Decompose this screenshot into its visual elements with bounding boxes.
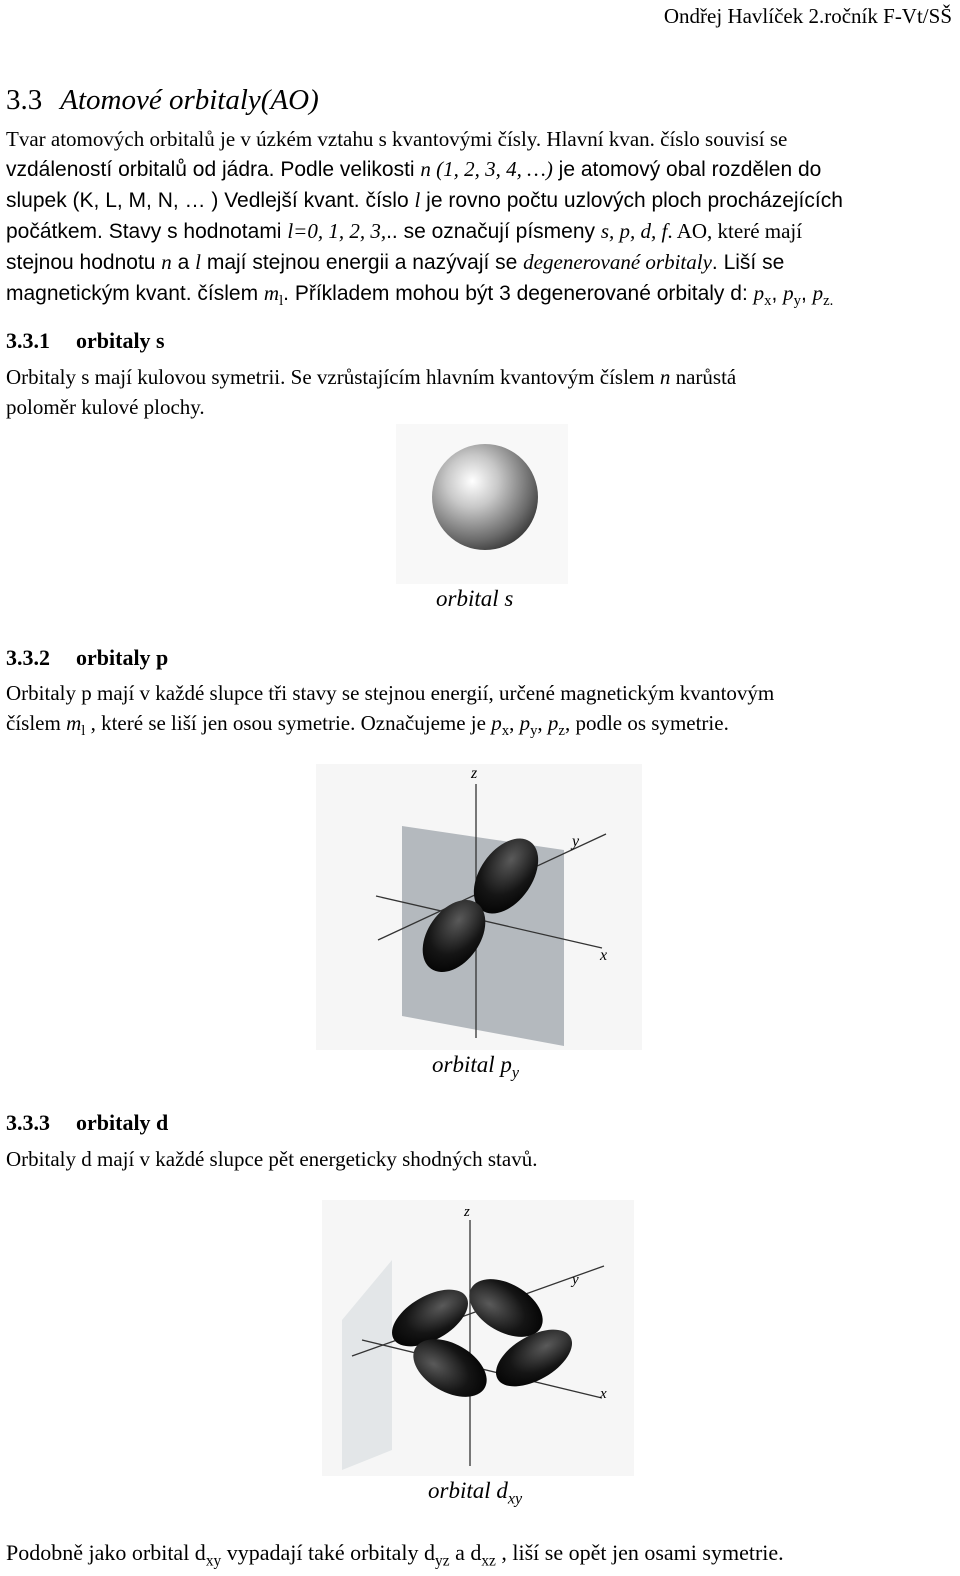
intro-line-4: počátkem. Stavy s hodnotami l=0, 1, 2, 3,.. se označují písmeny s, p, d, f. AO, které mají (6, 219, 803, 243)
axis-z-label: z (464, 1204, 470, 1220)
subsection-heading-p: 3.3.2 orbitaly p (6, 645, 169, 670)
intro-line-6: magnetickým kvant. číslem $m_l$. Příkladem mohou být 3 degenerované orbitaly d: $p_x$, $p_y$, $p_{z.}$ (6, 281, 834, 310)
footer-sentence: Podobně jako orbital $d_{xy}$ vypadají také orbitaly $d_{yz}$ a $d_{xz}$ , liší se opět jen osami symetrie. (6, 1540, 784, 1570)
section-title: Atomové orbitaly(AO) (60, 84, 319, 116)
p-paragraph (6, 678, 946, 738)
caption-orbital-s: orbital s (436, 586, 514, 611)
section-number: 3.3 (6, 84, 43, 116)
section-heading (6, 84, 319, 117)
axis-y-label: y (572, 1272, 579, 1288)
s-paragraph (6, 362, 946, 422)
p-line-1: Orbitaly p mají v každé slupce tři stavy se stejnou energií, určené magnetickým kvantovým (6, 681, 775, 705)
orbital-d-figure (322, 1200, 634, 1476)
orbital-s-figure (396, 424, 568, 584)
intro-line-2: vzdáleností orbitalů od jádra. Podle velikosti n (1, 2, 3, 4, …) je atomový obal rozdělen do (6, 157, 822, 181)
subsection-heading-s: 3.3.1 orbitaly s (6, 328, 165, 353)
orbital-p-figure (316, 764, 642, 1050)
s-line-1: Orbitaly s mají kulovou symetrii. Se vzrůstajícím hlavním kvantovým číslem n narůstá (6, 365, 737, 389)
axis-x-label: x (600, 1386, 607, 1402)
s-line-2: poloměr kulové plochy. (6, 395, 205, 419)
page-header: Ondřej Havlíček 2.ročník F-Vt/SŠ (663, 4, 952, 28)
intro-line-1: Tvar atomových orbitalů je v úzkém vztahu s kvantovými čísly. Hlavní kvan. číslo souvisí se (6, 127, 788, 151)
axis-z-label: z (471, 765, 478, 782)
axis-x-label: x (600, 947, 608, 964)
caption-orbital-p: orbital $p_y$ (432, 1052, 520, 1082)
axis-y-label: y (572, 833, 580, 850)
intro-line-5: stejnou hodnotu n a l mají stejnou energii a nazývají se degenerované orbitaly. Liší se (6, 250, 785, 274)
caption-orbital-d: orbital $d_{xy}$ (428, 1478, 523, 1508)
intro-paragraph (6, 124, 946, 309)
d-paragraph (6, 1144, 946, 1174)
s-sphere (432, 444, 538, 550)
d-line-1: Orbitaly d mají v každé slupce pět energeticky shodných stavů. (6, 1147, 538, 1171)
intro-line-3: slupek (K, L, M, N, … ) Vedlejší kvant. číslo l je rovno počtu uzlových ploch procházejících (6, 188, 843, 212)
subsection-heading-d: 3.3.3 orbitaly d (6, 1110, 169, 1135)
p-line-2: číslem $m_l$ , které se liší jen osou symetrie. Označujeme je $p_x$, $p_y$, $p_z$, podle os symetrie. (6, 711, 729, 740)
